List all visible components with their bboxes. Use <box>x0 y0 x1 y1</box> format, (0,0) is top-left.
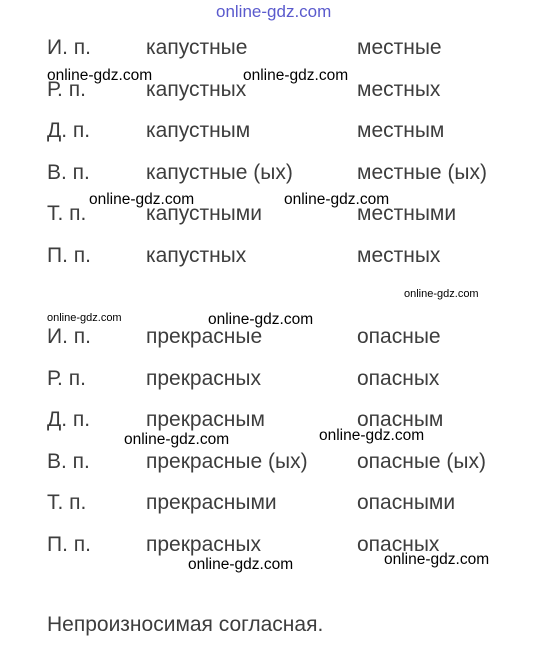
word-form: прекрасные <box>146 325 263 348</box>
word-form: опасных <box>357 532 440 556</box>
watermark: online-gdz.com <box>284 191 390 208</box>
word-form: прекрасные (ых) <box>146 449 308 473</box>
watermark: online-gdz.com <box>319 427 425 444</box>
word-form: капустные <box>146 36 248 59</box>
answer-note: Непроизносимая согласная. <box>47 613 324 636</box>
word-form: капустными <box>146 202 262 225</box>
word-form: местным <box>357 119 445 142</box>
word-form: прекрасными <box>146 491 277 514</box>
word-form: капустные (ых) <box>146 160 293 184</box>
watermark: online-gdz.com <box>188 556 294 573</box>
case-label: И. п. <box>47 36 91 59</box>
case-label: Д. п. <box>47 119 91 142</box>
case-label: Р. п. <box>47 77 86 101</box>
word-form: местных <box>357 243 441 267</box>
word-form: опасных <box>357 366 440 390</box>
watermark: online-gdz.com <box>47 67 153 84</box>
word-form: местных <box>357 77 441 101</box>
watermark: online-gdz.com <box>208 311 314 328</box>
case-label: В. п. <box>47 449 90 473</box>
word-form: местные (ых) <box>357 160 488 184</box>
word-form: прекрасных <box>146 532 261 556</box>
case-label: Д. п. <box>47 408 91 431</box>
watermark: online-gdz.com <box>89 191 195 208</box>
word-form: капустных <box>146 77 247 101</box>
word-form: прекрасным <box>146 408 265 431</box>
case-label: Т. п. <box>47 202 87 225</box>
watermark: online-gdz.com <box>216 2 332 21</box>
case-label: И. п. <box>47 325 91 348</box>
watermark: online-gdz.com <box>47 312 122 324</box>
watermark: online-gdz.com <box>384 551 490 568</box>
case-label: Р. п. <box>47 366 86 390</box>
word-form: опасные <box>357 325 441 348</box>
word-form: опасными <box>357 491 456 514</box>
watermark: online-gdz.com <box>124 431 230 448</box>
watermark: online-gdz.com <box>404 288 479 300</box>
word-form: опасным <box>357 408 444 431</box>
word-form: капустных <box>146 243 247 267</box>
word-form: местными <box>357 202 457 225</box>
case-label: П. п. <box>47 243 91 267</box>
word-form: капустным <box>146 119 251 142</box>
case-label: В. п. <box>47 160 90 184</box>
word-form: местные <box>357 36 442 59</box>
case-label: Т. п. <box>47 491 87 514</box>
word-form: опасные (ых) <box>357 449 487 473</box>
case-label: П. п. <box>47 532 91 556</box>
word-form: прекрасных <box>146 366 261 390</box>
watermark: online-gdz.com <box>243 67 349 84</box>
